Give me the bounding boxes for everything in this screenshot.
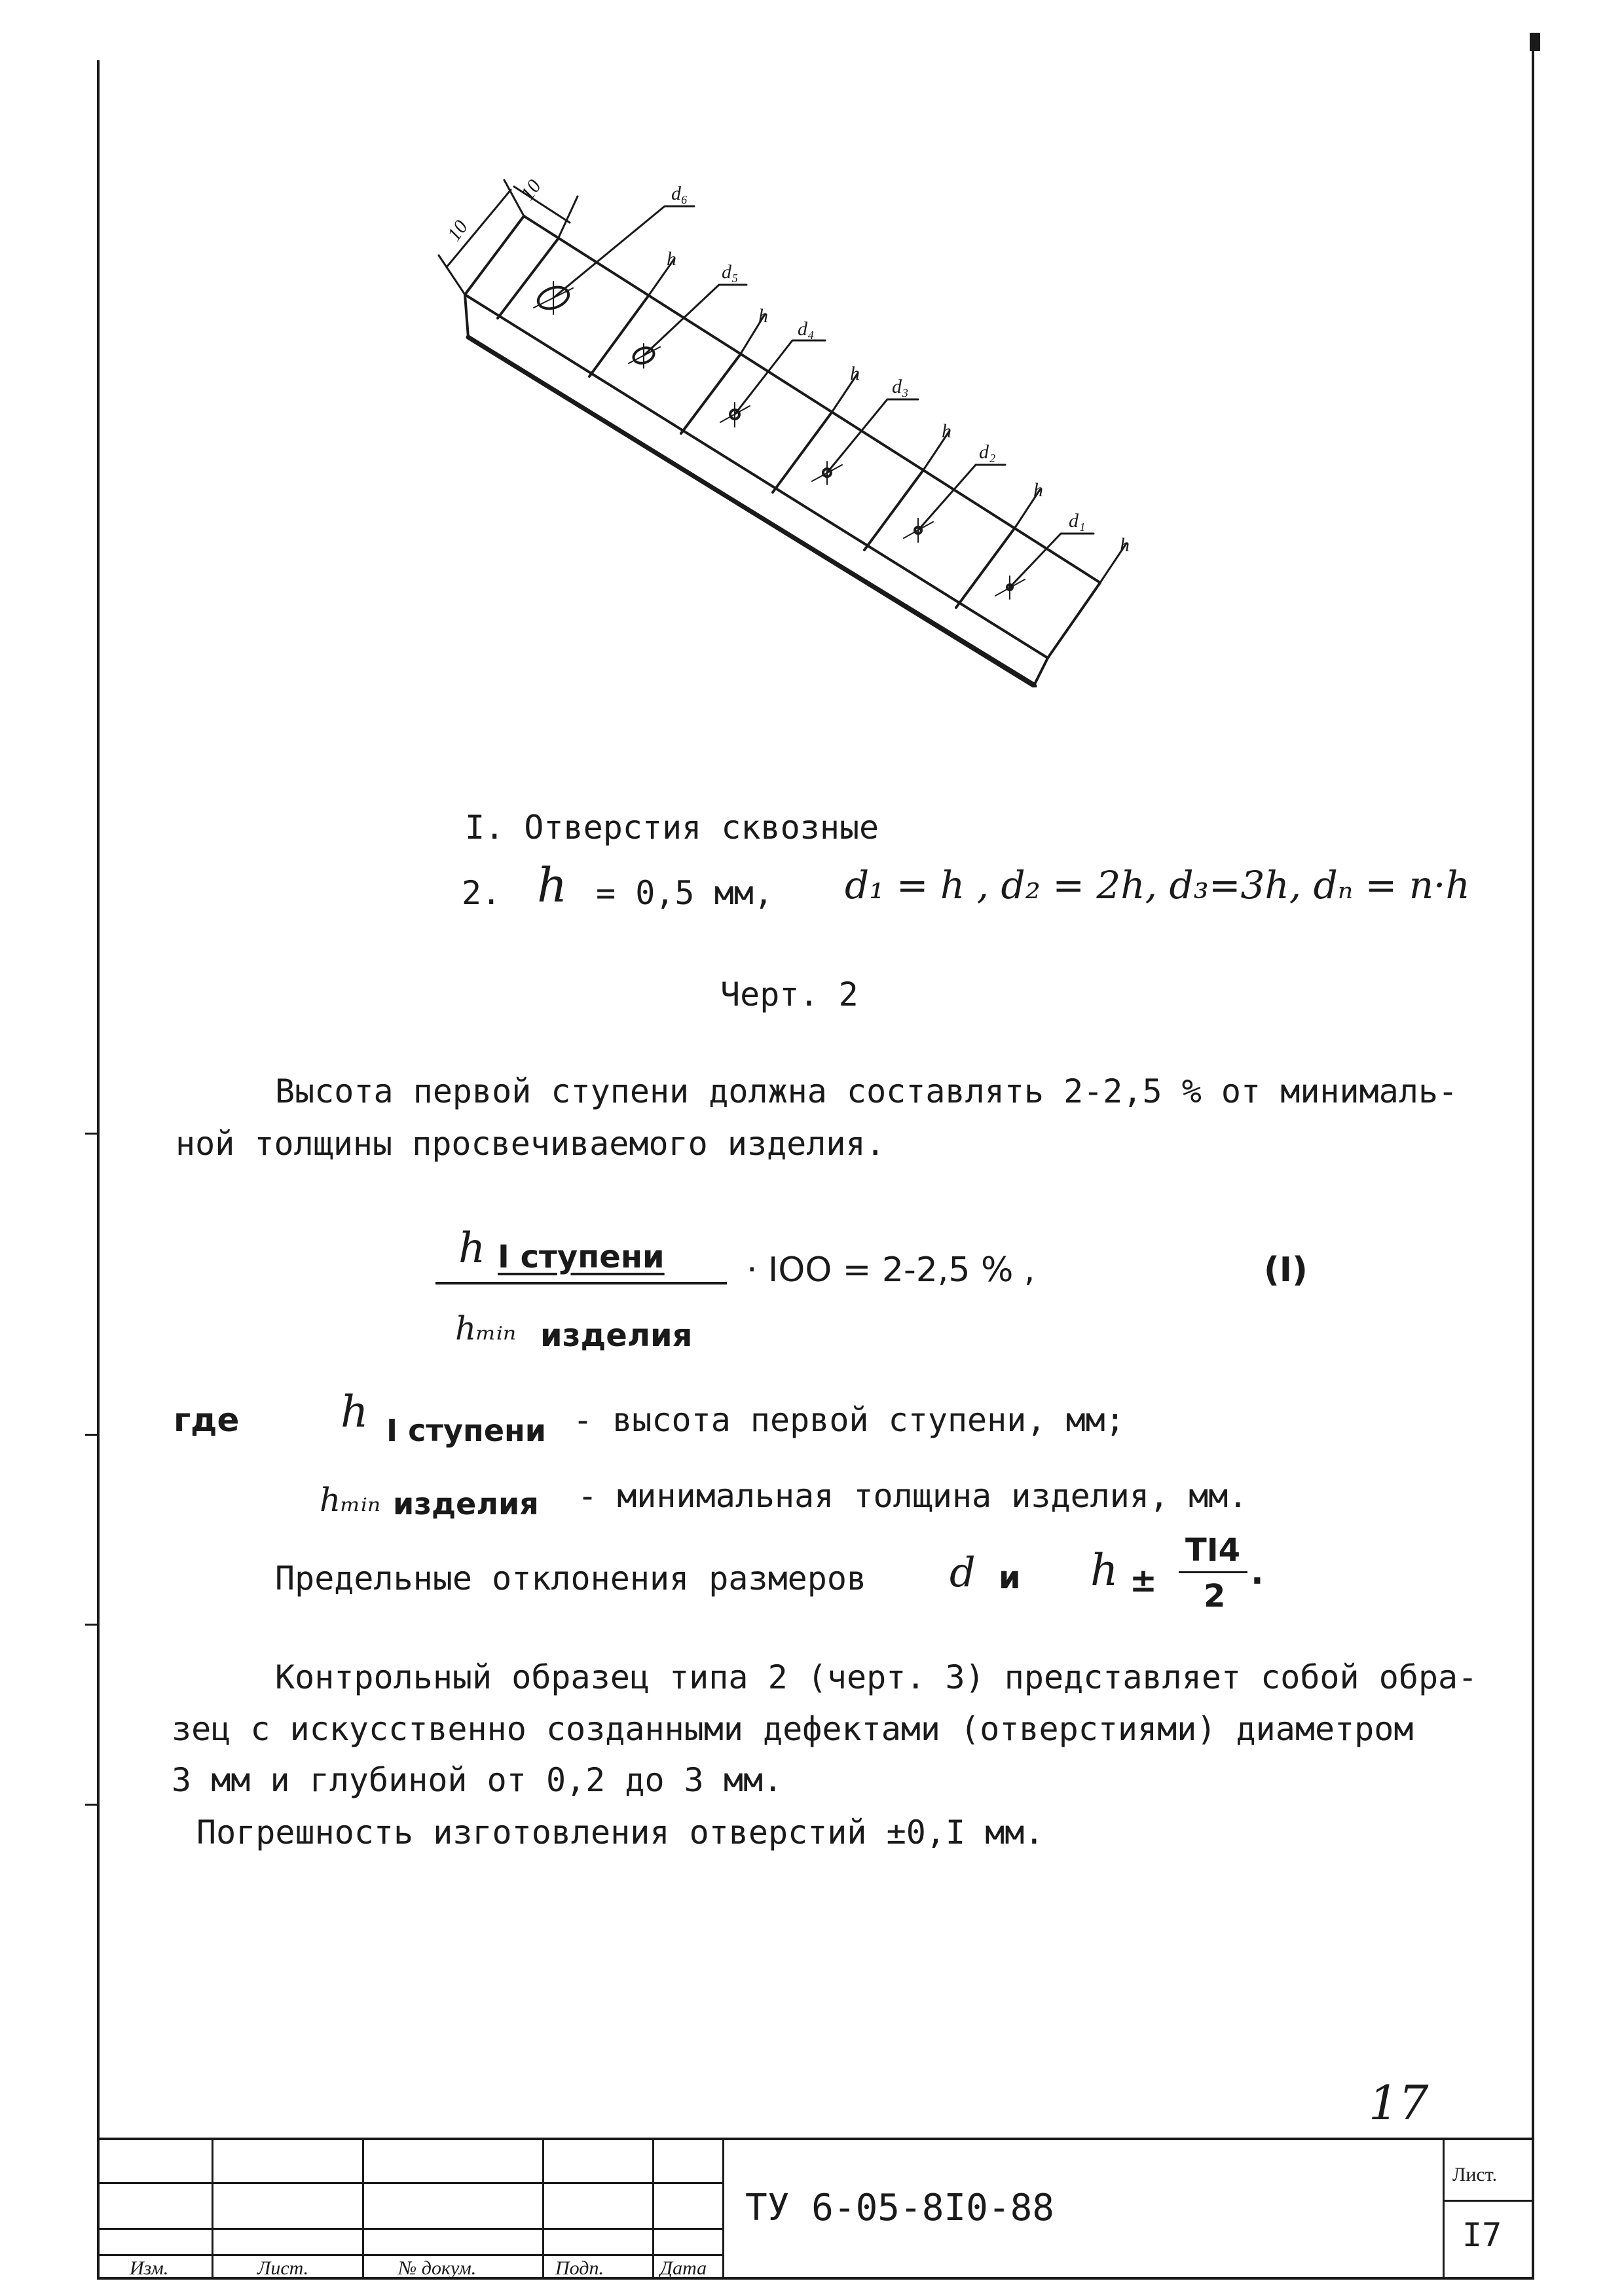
specimen-front-face xyxy=(465,295,1048,684)
tolerance-fraction-bar xyxy=(1179,1571,1247,1573)
margin-tick-4 xyxy=(85,1804,100,1806)
document-code: ТУ 6-05-8I0-88 xyxy=(745,2187,1055,2229)
tolerance-text: Предельные отклонения размеров xyxy=(275,1559,867,1597)
label-h-5: h xyxy=(1033,479,1043,501)
title-block-top-line xyxy=(97,2138,1534,2140)
step-divider-4 xyxy=(773,412,832,492)
label-d3: d₃ xyxy=(892,376,909,397)
label-d2: d₂ xyxy=(979,441,996,463)
paragraph2-line1: Контрольный образец типа 2 (черт. 3) представляет собой обра- xyxy=(275,1658,1478,1696)
title-block-col-5 xyxy=(722,2138,724,2278)
step-divider-1 xyxy=(498,239,558,318)
title-block-col-3 xyxy=(542,2138,544,2278)
note-1: I. Отверстия сквозные xyxy=(465,809,879,847)
col-date-label: Дата xyxy=(660,2257,707,2279)
step-divider-3 xyxy=(681,355,740,433)
paragraph2-line2: зец с искусственно созданными дефектами (отверстиями) диаметром xyxy=(172,1710,1414,1748)
where-hmin-definition: - минимальная толщина изделия, мм. xyxy=(578,1477,1248,1515)
paragraph1-line2: ной толщины просвечиваемого изделия. xyxy=(175,1125,885,1163)
sheet-number: I7 xyxy=(1462,2216,1502,2254)
label-h-3: h xyxy=(850,363,860,384)
note-2-h: h xyxy=(537,858,568,913)
title-block-row-line-2 xyxy=(97,2228,722,2230)
tolerance-h-symbol: h xyxy=(1090,1545,1118,1595)
right-corner-mark xyxy=(1530,33,1540,51)
figure-caption: Черт. 2 xyxy=(720,975,858,1013)
specimen-top-outline xyxy=(465,216,1100,658)
tolerance-plus-minus: ± xyxy=(1130,1561,1157,1599)
tolerance-and: и xyxy=(999,1559,1021,1596)
formula-rhs: · IOO = 2-2,5 % , xyxy=(747,1250,1035,1290)
step-divider-6 xyxy=(956,528,1015,608)
title-block-row-line-1 xyxy=(97,2182,722,2184)
step-divider-5 xyxy=(864,470,923,550)
step-divider-2 xyxy=(589,296,648,376)
tolerance-dot: . xyxy=(1251,1553,1264,1592)
where-word: где xyxy=(174,1401,240,1439)
title-block-col-4 xyxy=(652,2138,654,2278)
paragraph1-line1-text: Высота первой ступени должна составлять 2-2,5 % от минималь- xyxy=(275,1072,1458,1110)
note-2-value: = 0,5 мм, xyxy=(596,874,773,912)
col-list-label: Лист. xyxy=(257,2257,309,2279)
step-specimen-drawing xyxy=(406,151,1166,687)
label-d4: d₄ xyxy=(798,318,815,340)
col-izm-label: Изм. xyxy=(130,2257,169,2279)
where-h1-symbol: h xyxy=(341,1387,369,1437)
title-block-col-2 xyxy=(362,2138,364,2278)
col-doc-label: № докум. xyxy=(398,2257,477,2279)
margin-tick-3 xyxy=(85,1624,100,1626)
title-block-sheet-col xyxy=(1443,2138,1445,2278)
paragraph1-line1 xyxy=(275,1072,1458,1110)
label-h-1: h xyxy=(667,248,676,270)
sheet-label: Лист. xyxy=(1452,2164,1498,2185)
label-h-6: h xyxy=(1120,534,1130,556)
left-border xyxy=(97,60,100,2280)
where-h1-text: I ступени xyxy=(386,1413,547,1448)
note-2-handwritten: d₁ = h , d₂ = 2h, d₃=3h, dₙ = n·h xyxy=(845,863,1470,907)
label-h-4: h xyxy=(942,420,951,442)
handwritten-page-number: 17 xyxy=(1369,2075,1429,2130)
formula-denominator-h: hₘᵢₙ xyxy=(455,1309,517,1347)
label-d6: d₆ xyxy=(671,183,688,204)
margin-tick-2 xyxy=(85,1434,100,1436)
where-hmin-symbol: hₘᵢₙ xyxy=(320,1481,381,1519)
tolerance-d-symbol: d xyxy=(950,1548,976,1596)
label-h-2: h xyxy=(758,305,768,327)
formula-denominator: изделия xyxy=(540,1317,693,1354)
note-2-number: 2. xyxy=(462,874,502,912)
tolerance-denominator: 2 xyxy=(1204,1578,1226,1614)
title-block-sheet-row xyxy=(1443,2200,1534,2202)
title-block xyxy=(97,2138,1534,2278)
col-sign-label: Подп. xyxy=(555,2257,604,2279)
formula-numerator: I ступени xyxy=(498,1239,665,1275)
paragraph2-line3: 3 мм и глубиной от 0,2 до 3 мм. xyxy=(172,1761,783,1799)
right-border xyxy=(1532,34,1534,2280)
margin-tick-1 xyxy=(85,1133,100,1135)
label-dim-side: 10 xyxy=(443,216,472,246)
formula-fraction-bar xyxy=(435,1282,727,1285)
where-hmin-text: изделия xyxy=(393,1486,539,1522)
label-d1: d₁ xyxy=(1069,510,1086,532)
title-block-col-1 xyxy=(212,2138,213,2278)
label-d5: d₅ xyxy=(722,261,739,283)
formula-number: (I) xyxy=(1264,1250,1308,1290)
formula-numerator-h: h xyxy=(458,1224,486,1273)
tolerance-numerator: TI4 xyxy=(1185,1532,1240,1569)
title-block-row-line-3 xyxy=(97,2254,722,2256)
label-dim-top: 10 xyxy=(516,175,545,205)
where-h1-definition: - высота первой ступени, мм; xyxy=(573,1401,1125,1439)
paragraph2-line4: Погрешность изготовления отверстий ±0,I мм. xyxy=(196,1813,1044,1851)
